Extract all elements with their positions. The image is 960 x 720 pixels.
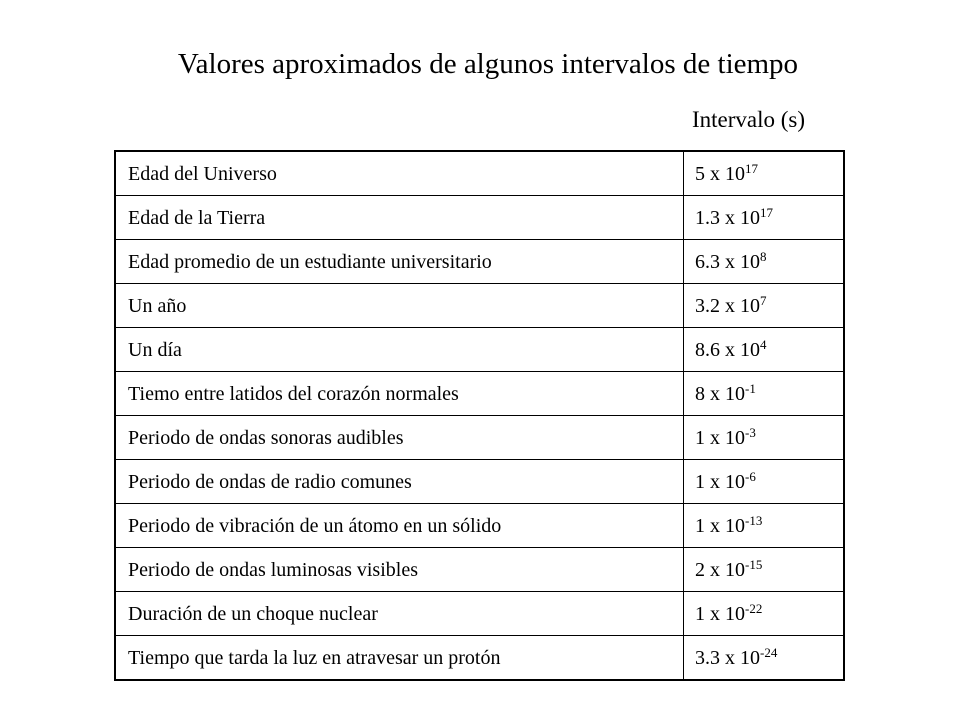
value-mantissa: 1.3 x 10 [695,206,760,229]
row-description: Periodo de ondas de radio comunes [115,460,684,504]
value-mantissa: 1 x 10 [695,470,745,493]
value-exponent: -13 [745,512,763,528]
value-mantissa: 3.3 x 10 [695,646,760,669]
row-description: Periodo de ondas sonoras audibles [115,416,684,460]
value-exponent: -1 [745,380,756,396]
table-row [115,548,844,592]
row-interval-value [684,284,845,328]
table-row [115,240,844,284]
table-row [115,636,844,681]
table-row [115,592,844,636]
value-mantissa: 6.3 x 10 [695,250,760,273]
table-row [115,151,844,196]
value-mantissa: 8 x 10 [695,382,745,405]
table-row [115,284,844,328]
row-interval-value [684,372,845,416]
table-row [115,416,844,460]
row-interval-value [684,240,845,284]
value-exponent: -15 [745,556,763,572]
value-exponent: -6 [745,468,756,484]
value-exponent: 17 [760,204,773,220]
row-description: Tiempo que tarda la luz en atravesar un protón [115,636,684,681]
row-description: Edad del Universo [115,151,684,196]
row-interval-value [684,636,845,681]
table-row [115,504,844,548]
row-description: Un día [115,328,684,372]
value-mantissa: 3.2 x 10 [695,294,760,317]
row-description: Periodo de ondas luminosas visibles [115,548,684,592]
value-mantissa: 1 x 10 [695,602,745,625]
row-interval-value [684,504,845,548]
row-interval-value [684,196,845,240]
row-interval-value [684,460,845,504]
row-interval-value [684,328,845,372]
value-exponent: 8 [760,248,767,264]
time-intervals-table [114,150,845,681]
row-interval-value [684,151,845,196]
row-interval-value [684,592,845,636]
value-mantissa: 8.6 x 10 [695,338,760,361]
row-interval-value [684,548,845,592]
table-row [115,460,844,504]
value-exponent: 7 [760,292,767,308]
row-description: Edad promedio de un estudiante universitario [115,240,684,284]
value-exponent: -22 [745,600,763,616]
value-exponent: -3 [745,424,756,440]
value-mantissa: 1 x 10 [695,426,745,449]
page-title: Valores aproximados de algunos intervalos de tiempo [177,48,799,80]
value-mantissa: 5 x 10 [695,162,745,185]
row-description: Periodo de vibración de un átomo en un sólido [115,504,684,548]
row-description: Duración de un choque nuclear [115,592,684,636]
table-row [115,196,844,240]
value-exponent: 4 [760,336,767,352]
value-mantissa: 1 x 10 [695,514,745,537]
row-description: Un año [115,284,684,328]
row-description: Edad de la Tierra [115,196,684,240]
row-description: Tiemo entre latidos del corazón normales [115,372,684,416]
table-row [115,328,844,372]
value-mantissa: 2 x 10 [695,558,745,581]
row-interval-value [684,416,845,460]
value-exponent: -24 [760,644,778,660]
interval-column-header: Intervalo (s) [692,107,806,132]
value-exponent: 17 [745,160,758,176]
table-row [115,372,844,416]
